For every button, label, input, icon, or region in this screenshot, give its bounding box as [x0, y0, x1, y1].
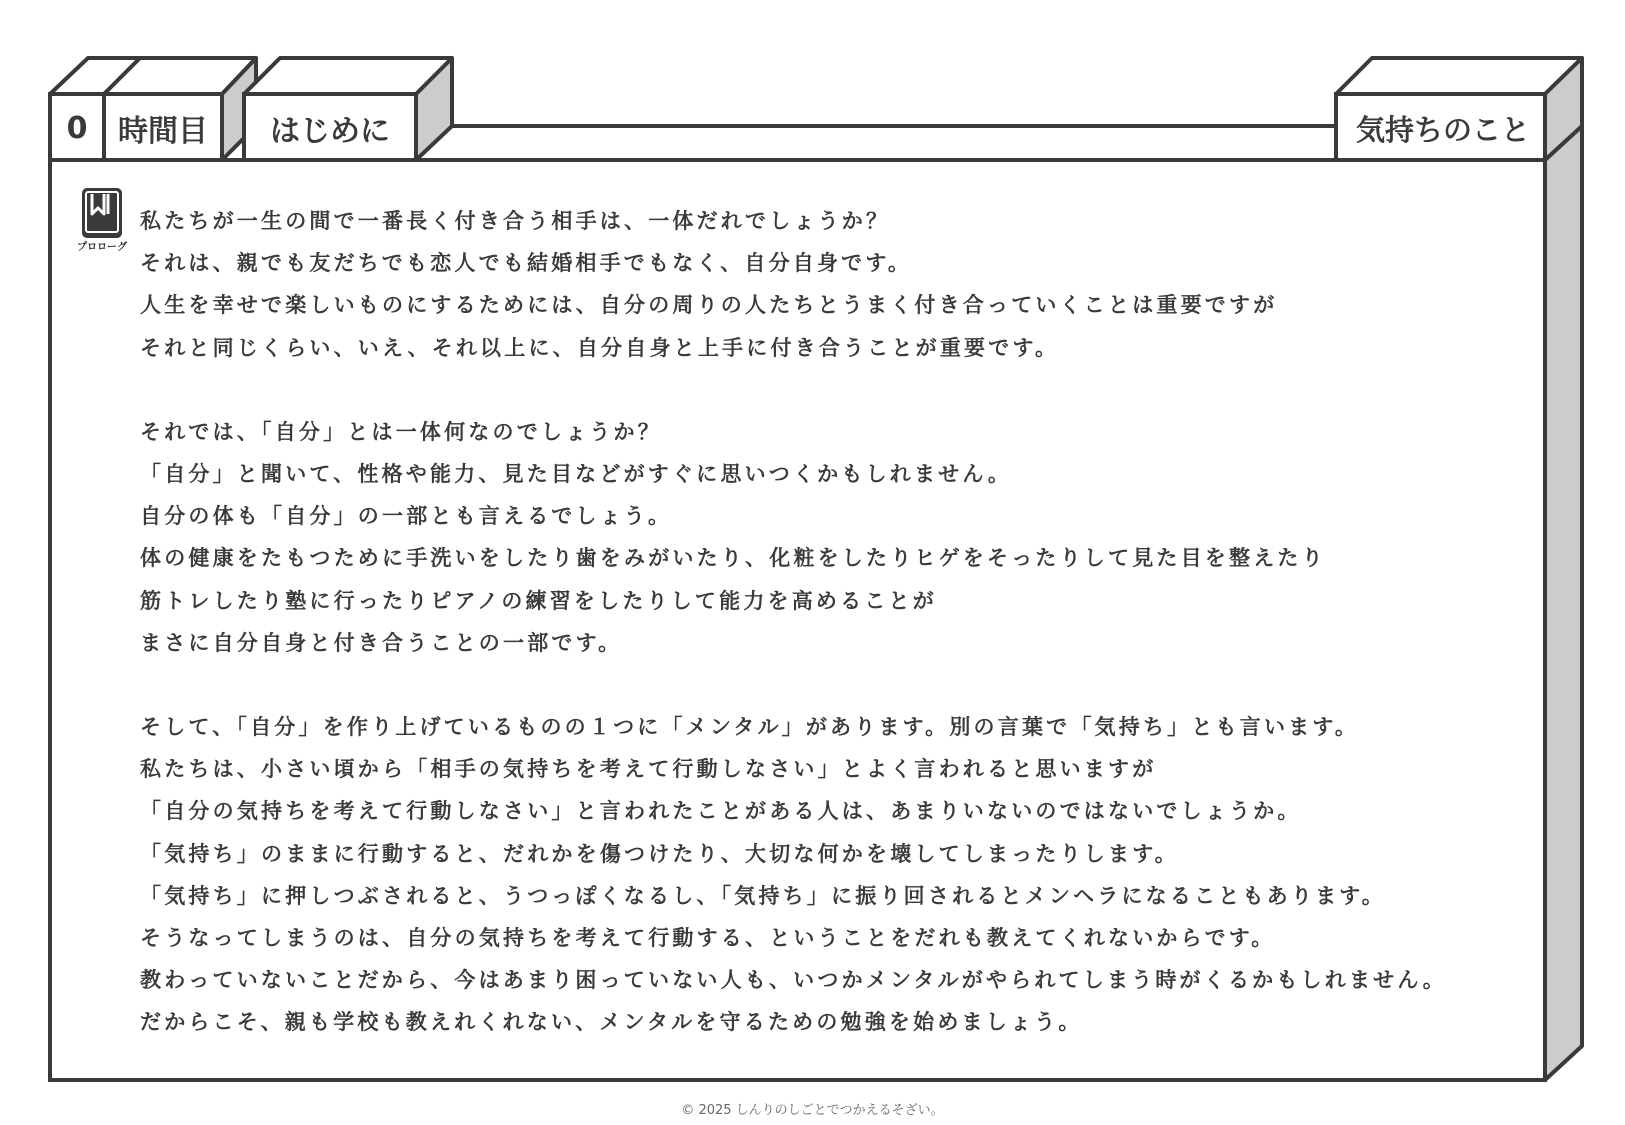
copyright-footer: © 2025 しんりのしごとでつかえるそざい。 [681, 1103, 944, 1118]
text-line: そして、「自分」を作り上げているものの１つに「メンタル」があります。別の言葉で「気持ち」とも言います。 [140, 715, 1360, 740]
panel-side-face [1545, 126, 1582, 1080]
lesson-unit-label: 時間目 [118, 114, 208, 149]
text-line: 自分の体も「自分」の一部とも言えるでしょう。 [140, 504, 673, 529]
lesson-number: 0 [66, 110, 88, 146]
text-line: それと同じくらい、いえ、それ以上に、自分自身と上手に付き合うことが重要です。 [140, 335, 1060, 360]
text-line: 私たちが一生の間で一番長く付き合う相手は、一体だれでしょうか？ [140, 209, 891, 233]
text-line: 体の健康をたもつために手洗いをしたり歯をみがいたり、化粧をしたりヒゲをそったりして見た目を整えたり [140, 546, 1326, 571]
text-line: それは、親でも友だちでも恋人でも結婚相手でもなく、自分自身です。 [140, 251, 913, 276]
paragraph [140, 200, 1520, 369]
text-line: それでは、「自分」とは一体何なのでしょうか？ [140, 419, 662, 444]
text-line: 筋トレしたり塾に行ったりピアノの練習をしたりして能力を高めることが [140, 588, 937, 613]
paragraph [140, 411, 1520, 664]
text-line: 私たちは、小さい頃から「相手の気持ちを考えて行動しなさい」とよく言われると思いますが [140, 757, 1157, 782]
text-line: 人生を幸せで楽しいものにするためには、自分の周りの人たちとうまく付き合っていくことは重要ですが [140, 293, 1278, 318]
paragraph [140, 706, 1520, 1044]
text-line: 「気持ち」に押しつぶされると、うつっぽくなるし、「気持ち」に振り回されるとメンヘラになることもあります。 [140, 883, 1387, 908]
tab-title-top [244, 58, 452, 94]
body-text [140, 200, 1520, 1086]
text-line: 「気持ち」のままに行動すると、だれかを傷つけたり、大切な何かを壊してしまったりします。 [140, 841, 1179, 866]
prologue-label: プロローグ [77, 242, 127, 253]
text-line: 「自分」と聞いて、性格や能力、見た目などがすぐに思いつくかもしれません。 [140, 462, 1013, 487]
text-line: 「自分の気持ちを考えて行動しなさい」と言われたことがある人は、あまりいないのではないでしょうか。 [140, 799, 1302, 824]
lesson-title: はじめに [270, 114, 390, 149]
text-line: そうなってしまうのは、自分の気持ちを考えて行動する、ということをだれも教えてくれないからです。 [140, 926, 1276, 951]
tab-topic-top [1336, 58, 1582, 94]
topic-title: 気持ちのこと [1355, 112, 1530, 147]
text-line: だからこそ、親も学校も教えれくれない、メンタルを守るための勉強を始めましょう。 [140, 1010, 1083, 1035]
text-line: まさに自分自身と付き合うことの一部です。 [140, 630, 623, 655]
text-line: 教わっていないことだから、今はあまり困っていない人も、いつかメンタルがやられてしまう時がくるかもしれません。 [140, 968, 1448, 993]
